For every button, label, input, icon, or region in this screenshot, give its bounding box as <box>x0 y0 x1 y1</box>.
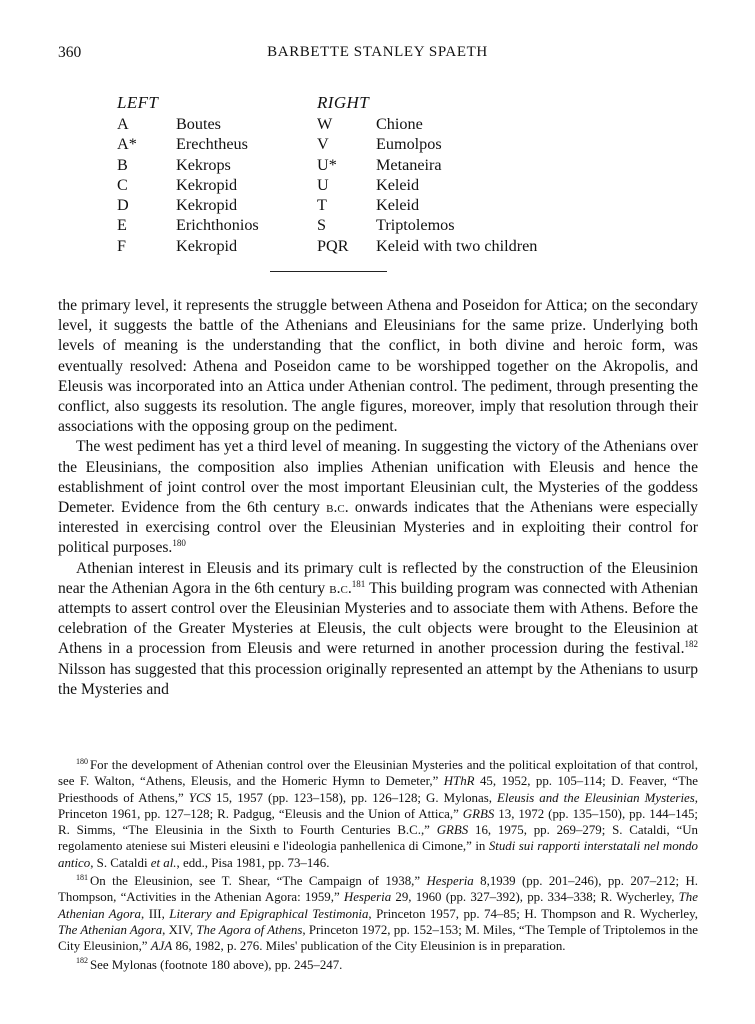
journal-title: Hesperia <box>426 874 474 889</box>
key-row <box>317 236 537 256</box>
book-title: Literary and Epigraphical Testimonia <box>169 906 369 921</box>
footnote-text: 15, 1957 (pp. 123–158), pp. 126–128; G. Mylonas, <box>211 790 498 805</box>
journal-title: Hesperia <box>343 890 392 905</box>
era-abbreviation: b.c. <box>326 499 349 517</box>
key-name: Kekropid <box>176 236 238 255</box>
footnote-number: 180 <box>76 756 88 766</box>
paragraph <box>58 559 698 700</box>
footnote-ref[interactable]: 182 <box>684 639 698 650</box>
footnote-181 <box>58 873 698 954</box>
footnote-text: , S. Cataldi <box>90 855 151 870</box>
body-text <box>58 296 698 700</box>
key-name: Metaneira <box>376 155 442 174</box>
footnote-text: 29, 1960 (pp. 327–392), pp. 334–338; R. Wycherley, <box>391 890 679 905</box>
key-row <box>117 114 259 134</box>
paragraph-text: Nilsson has suggested that this procession originally represented an attempt by the Athenians to usurp the Mysteries and <box>58 660 698 698</box>
paragraph <box>58 437 698 558</box>
key-letter: U <box>317 175 329 194</box>
footnote-text: , Princeton 1961, pp. 127–128; R. Padgug, “Eleusis and the Union of Attica,” <box>58 790 698 821</box>
footnote-number: 181 <box>76 872 88 882</box>
footnote-text: , XIV, <box>162 922 197 937</box>
key-name: Keleid <box>376 175 420 194</box>
footnote-text: 16, 1975, pp. 269–279; S. Cataldi, “Un regolamento ateniese sui Misteri eleusini e l'ideologia panhellenica di Cimone,” in <box>58 823 699 854</box>
footnote-text: , edd., Pisa 1981, pp. 73–146. <box>176 855 330 870</box>
footnote-text: See Mylonas (footnote 180 above), pp. 245–247. <box>90 957 343 972</box>
book-title: Studi sui rapporti interstatali nel mondo antico <box>58 839 698 870</box>
era-abbreviation: b.c. <box>329 579 352 597</box>
paragraph-text: This building program was connected with Athenian attempts to assert control over the Eleusinian Mysteries and to associate them with Athens. Before the celebration of the Greater Mysteries at Eleusis, the cult objects were brought to the Eleusinion at Athens in a procession from Eleusis and were returned in another procession during the festival. <box>58 579 698 658</box>
key-row <box>117 155 259 175</box>
key-row <box>317 175 537 195</box>
key-letter: B <box>117 155 128 174</box>
key-name: Keleid with two children <box>376 236 538 255</box>
footnotes <box>58 757 698 975</box>
key-letter: W <box>317 115 333 133</box>
key-row <box>317 195 537 215</box>
key-row <box>117 134 259 154</box>
journal-title: HThR <box>443 774 475 789</box>
paragraph-text: onwards indicates that the Athenians were especially interested in exercising control over the Eleusinian Mysteries and in exploiting their control for political purposes. <box>58 499 698 557</box>
footnote-text: On the Eleusinion, see T. Shear, “The Campaign of 1938,” <box>90 874 427 889</box>
footnote-text: 13, 1972 (pp. 135–150), pp. 144–145; R. Simms, “The Eleusinia in the Sixth to Fourth Centuries B.C.,” <box>58 806 698 838</box>
book-title: The Athenian Agora <box>58 922 163 937</box>
footnote-italic: et al. <box>150 855 177 870</box>
key-name: Kekrops <box>176 155 231 174</box>
key-letter: T <box>317 196 327 215</box>
key-name: Chione <box>376 115 423 133</box>
key-letter: A <box>117 115 129 133</box>
footnote-text: 45, 1952, pp. 105–114; D. Feaver, “The Priesthoods of Athens,” <box>58 774 698 805</box>
key-letter: E <box>117 216 127 235</box>
key-name: Triptolemos <box>376 216 455 235</box>
book-title: The Athenian Agora <box>58 890 698 921</box>
footnote-182 <box>58 957 698 973</box>
key-row <box>117 175 259 195</box>
paragraph-text: The west pediment has yet a third level of meaning. In suggesting the victory of the Athenians over the Eleusinians, the composition also implies Athenian unification with Eleusis and hence the establishment of joint control over the most important Eleusinian cult, the Mysteries of the goddess Demeter. Evidence from the 6th century <box>58 438 698 517</box>
key-left-heading: LEFT <box>117 93 159 112</box>
journal-title: GRBS <box>462 806 495 821</box>
key-name: Eumolpos <box>376 135 442 154</box>
key-right-column <box>317 92 537 256</box>
key-row <box>117 195 259 215</box>
key-row <box>117 215 259 235</box>
footnote-number: 182 <box>76 956 88 966</box>
key-row <box>317 134 537 154</box>
key-name: Boutes <box>176 115 221 133</box>
key-name: Keleid <box>376 196 420 215</box>
footnote-text: 8,1939 (pp. 201–246), pp. 207–212; H. Thompson, “Activities in the Athenian Agora: 1959,” <box>58 874 698 905</box>
key-letter: S <box>317 216 327 235</box>
key-row <box>117 236 259 256</box>
key-left-column <box>117 92 259 256</box>
key-letter: C <box>117 175 128 194</box>
footnote-text: 86, 1982, p. 276. Miles' publication of the City Eleusinion is in preparation. <box>172 939 566 954</box>
key-row <box>317 114 537 134</box>
journal-title: GRBS <box>436 823 469 838</box>
journal-title: YCS <box>188 790 211 805</box>
journal-title: AJA <box>150 939 173 954</box>
running-head: BARBETTE STANLEY SPAETH <box>267 44 488 60</box>
key-letter: F <box>117 236 127 255</box>
page-header <box>58 44 697 66</box>
key-name: Kekropid <box>176 175 238 194</box>
key-right-heading: RIGHT <box>317 93 370 112</box>
footnote-text: , III, <box>141 906 170 921</box>
page-number: 360 <box>58 44 82 61</box>
key-name: Kekropid <box>176 196 238 215</box>
book-title: Eleusis and the Eleusinian Mysteries <box>497 790 695 805</box>
footnote-180 <box>58 757 698 871</box>
key-letter: D <box>117 196 129 215</box>
footnote-ref[interactable]: 181 <box>351 578 366 589</box>
key-letter: V <box>317 135 329 154</box>
key-row <box>317 155 537 175</box>
footnote-text: For the development of Athenian control over the Eleusinian Mysteries and the political exploitation of that control, see F. Walton, “Athens, Eleusis, and the Homeric Hymn to Demeter,” <box>58 758 698 789</box>
paragraph-text: Athenian interest in Eleusis and its primary cult is reflected by the construction of the Eleusinion near the Athenian Agora in the 6th century <box>58 559 698 597</box>
paragraph-text: the primary level, it represents the struggle between Athena and Poseidon for Attica; on the secondary level, it suggests the battle of the Athenians and Eleusinians for the same prize. Underlying both levels of meaning is the understanding that the conflict, in both divine and heroic form, was eventually resolved: Athena and Poseidon came to be worshipped together on the Akropolis, and Eleusis was incorporated into an Attica under Athenian control. The pediment, through presenting the conflict, also suggests its resolution. The angle figures, moreover, imply that resolution through their associations with the opposing group on the pediment. <box>58 297 698 436</box>
key-name: Erechtheus <box>176 135 248 154</box>
footnote-text: , Princeton 1972, pp. 152–153; M. Miles, “The Temple of Triptolemos in the City Eleusinion,” <box>58 922 698 954</box>
book-title: The Agora of Athens <box>196 922 303 937</box>
footnote-ref[interactable]: 180 <box>172 538 186 549</box>
key-letter: U* <box>317 155 337 174</box>
key-letter: PQR <box>317 236 349 255</box>
key-row <box>317 215 537 235</box>
paragraph <box>58 296 698 437</box>
key-name: Erichthonios <box>176 216 259 235</box>
footnote-text: , Princeton 1957, pp. 74–85; H. Thompson and R. Wycherley, <box>368 906 698 921</box>
section-divider <box>270 271 387 272</box>
key-letter: A* <box>117 135 137 154</box>
